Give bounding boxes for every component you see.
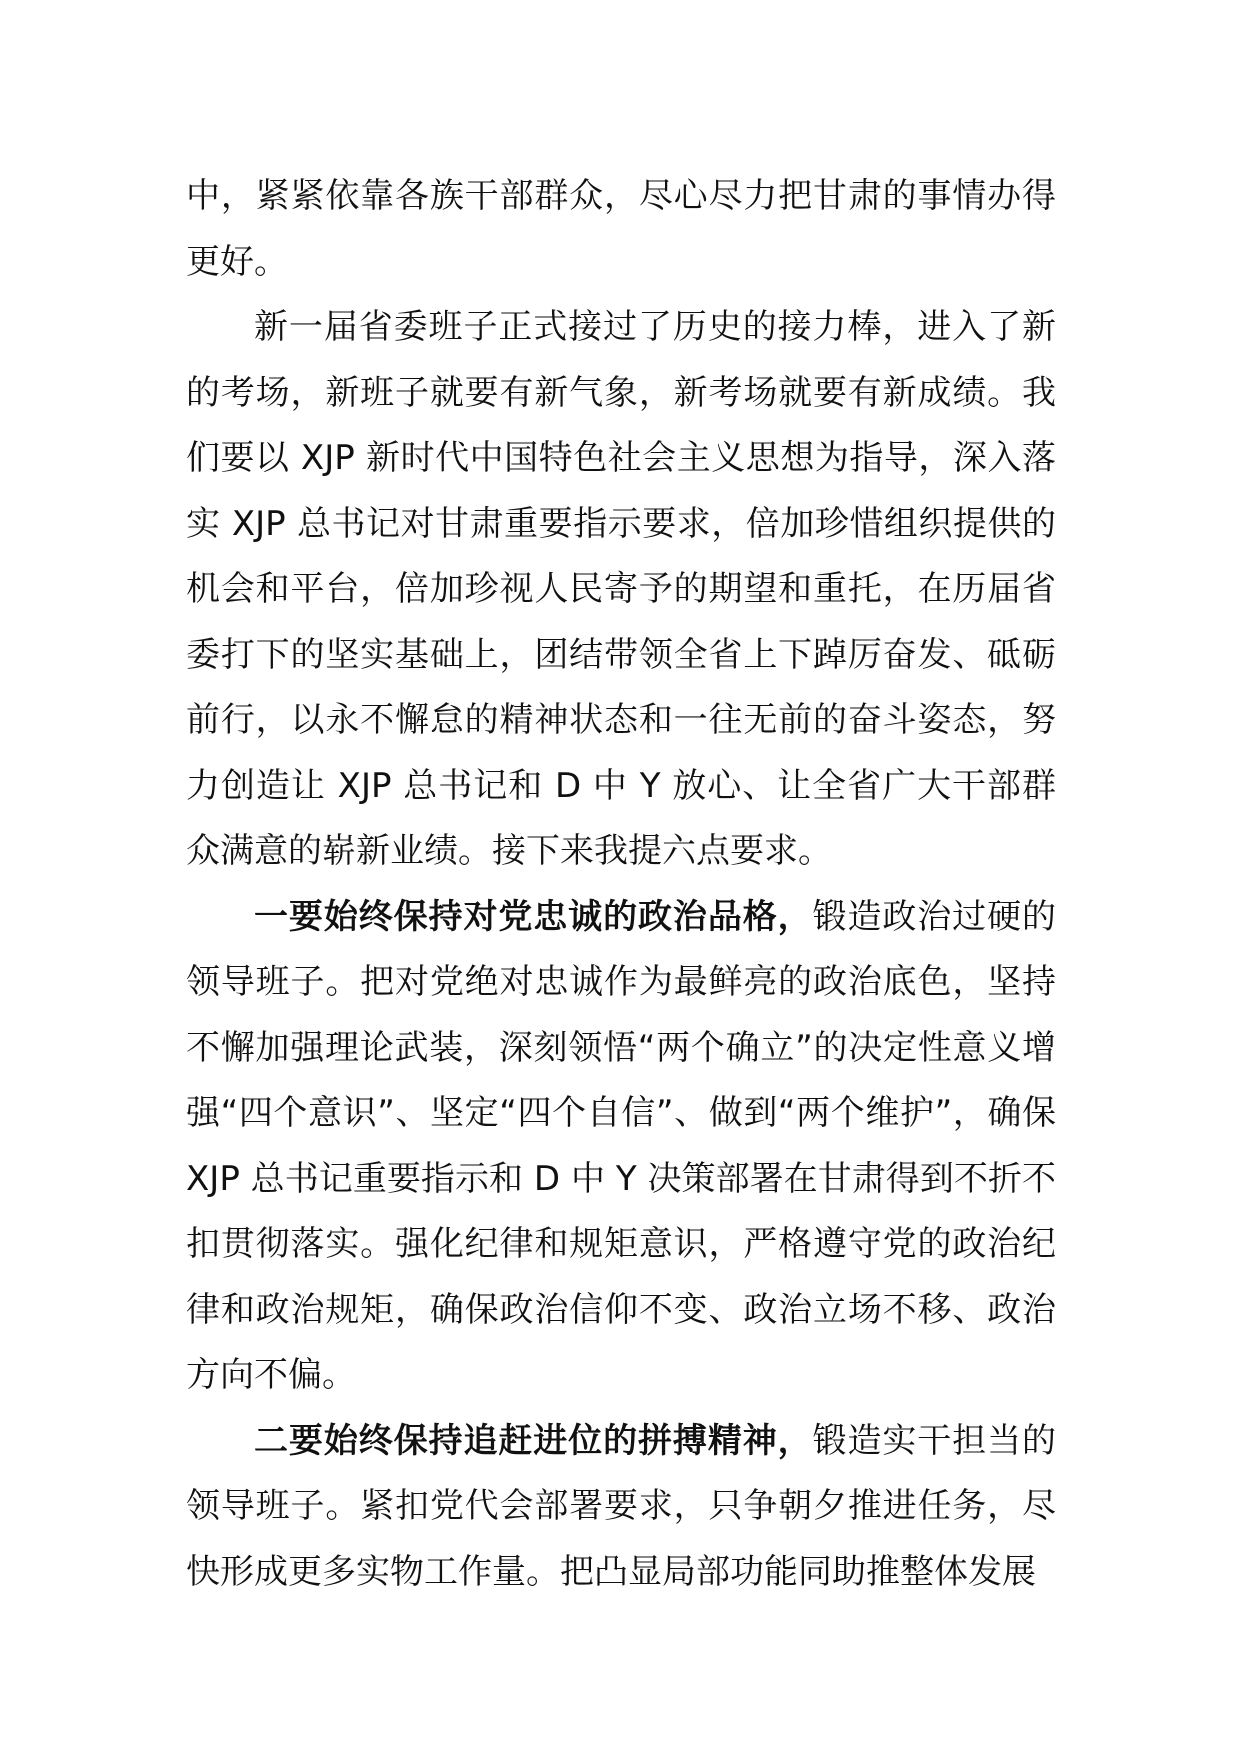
requirement-one-heading: 一要始终保持对党忠诚的政治品格， [254, 896, 813, 937]
paragraph-requirement-one [186, 885, 1056, 1409]
document-body [186, 164, 1056, 1605]
requirement-two-body: 锻造实干担当的领导班子。紧扣党代会部署要求，只争朝夕推进任务，尽快形成更多实物工作量。把凸显局部功能同助推整体发展 [186, 1420, 1057, 1592]
requirement-one-body: 锻造政治过硬的领导班子。把对党绝对忠诚作为最鲜亮的政治底色，坚持不懈加强理论武装，深刻领悟“两个确立”的决定性意义增强“四个意识”、坚定“四个自信”、做到“两个维护”，确保 XJP 总书记重要指示和 D 中 Y 决策部署在甘肃得到不折不扣贯彻落实。强化纪律和规矩意识，严格遵守党的政治纪律和政治规矩，确保政治信仰不变、政治立场不移、政治方向不偏。 [186, 896, 1057, 1395]
paragraph-new-committee: 新一届省委班子正式接过了历史的接力棒，进入了新的考场，新班子就要有新气象，新考场就要有新成绩。我们要以 XJP 新时代中国特色社会主义思想为指导，深入落实 XJP 总书记对甘肃重要指示要求，倍加珍惜组织提供的机会和平台，倍加珍视人民寄予的期望和重托，在历届省委打下的坚实基础上，团结带领全省上下踔厉奋发、砥砺前行，以永不懈怠的精神状态和一往无前的奋斗姿态，努力创造让 XJP 总书记和 D 中 Y 放心、让全省广大干部群众满意的崭新业绩。接下来我提六点要求。 [186, 307, 1056, 871]
requirement-two-heading: 二要始终保持追赶进位的拼搏精神， [254, 1420, 813, 1461]
paragraph-requirement-two [186, 1409, 1056, 1606]
paragraph-continuation: 中，紧紧依靠各族干部群众，尽心尽力把甘肃的事情办得更好。 [186, 176, 1056, 282]
